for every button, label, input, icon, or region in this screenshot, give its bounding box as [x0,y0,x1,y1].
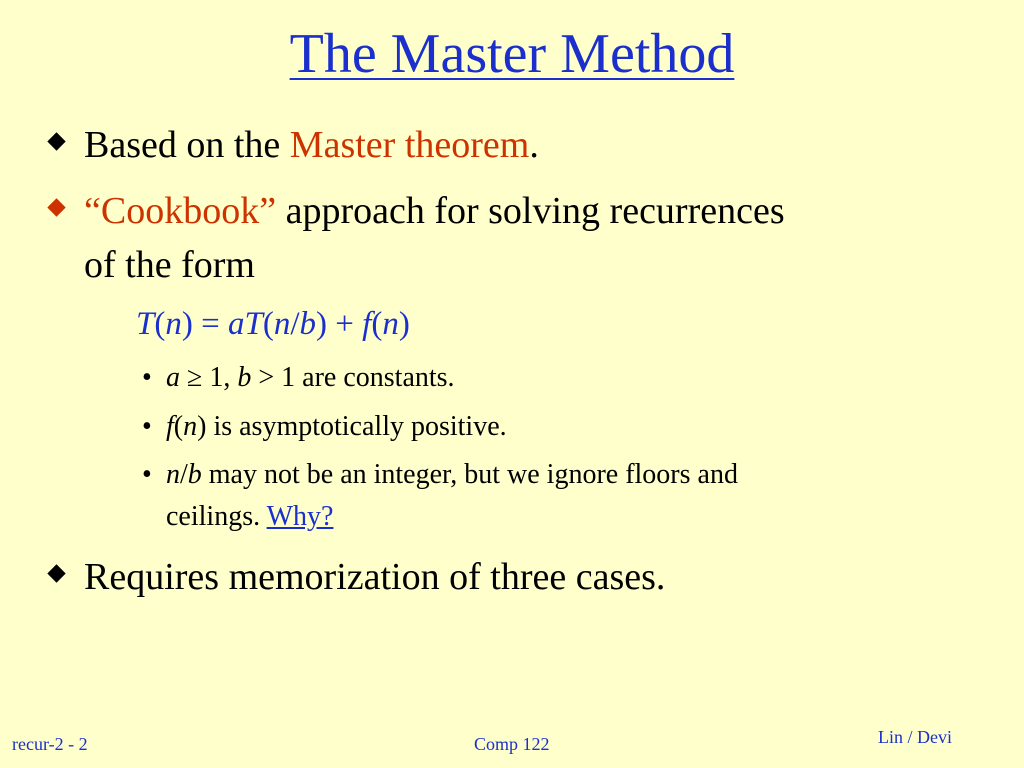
diamond-bullet-icon [47,132,65,150]
dot-bullet-icon: • [142,411,152,442]
sub-bullet-text: f(n) is asymptotically positive. [166,411,507,442]
recurrence-equation: T(n) = aT(n/b) + f(n) [136,306,410,342]
slide-title: The Master Method [289,23,735,85]
sub-bullet-text: a ≥ 1, b > 1 are constants. [166,362,455,393]
dot-bullet-icon: • [142,459,152,490]
highlight-cookbook: “Cookbook” [84,190,277,232]
bullet-text: Requires memorization of three cases. [84,556,666,598]
why-link[interactable]: Why? [266,501,334,532]
footer-slide-number: recur-2 - 2 [12,734,88,754]
dot-bullet-icon: • [142,362,152,393]
sub-bullet-text-continued: ceilings. Why? [166,501,334,532]
bullet-text-continued: of the form [84,244,255,286]
sub-bullet-text: n/b may not be an integer, but we ignore floors and [166,459,738,490]
bullet-text: Based on the Master theorem. [84,124,539,166]
bullet-text: “Cookbook” approach for solving recurrences [84,190,785,232]
footer-course: Comp 122 [474,734,550,754]
footer-authors: Lin / Devi [878,727,952,747]
highlight-master-theorem: Master theorem [289,124,530,166]
diamond-bullet-icon [47,198,65,216]
diamond-bullet-icon [47,564,65,582]
